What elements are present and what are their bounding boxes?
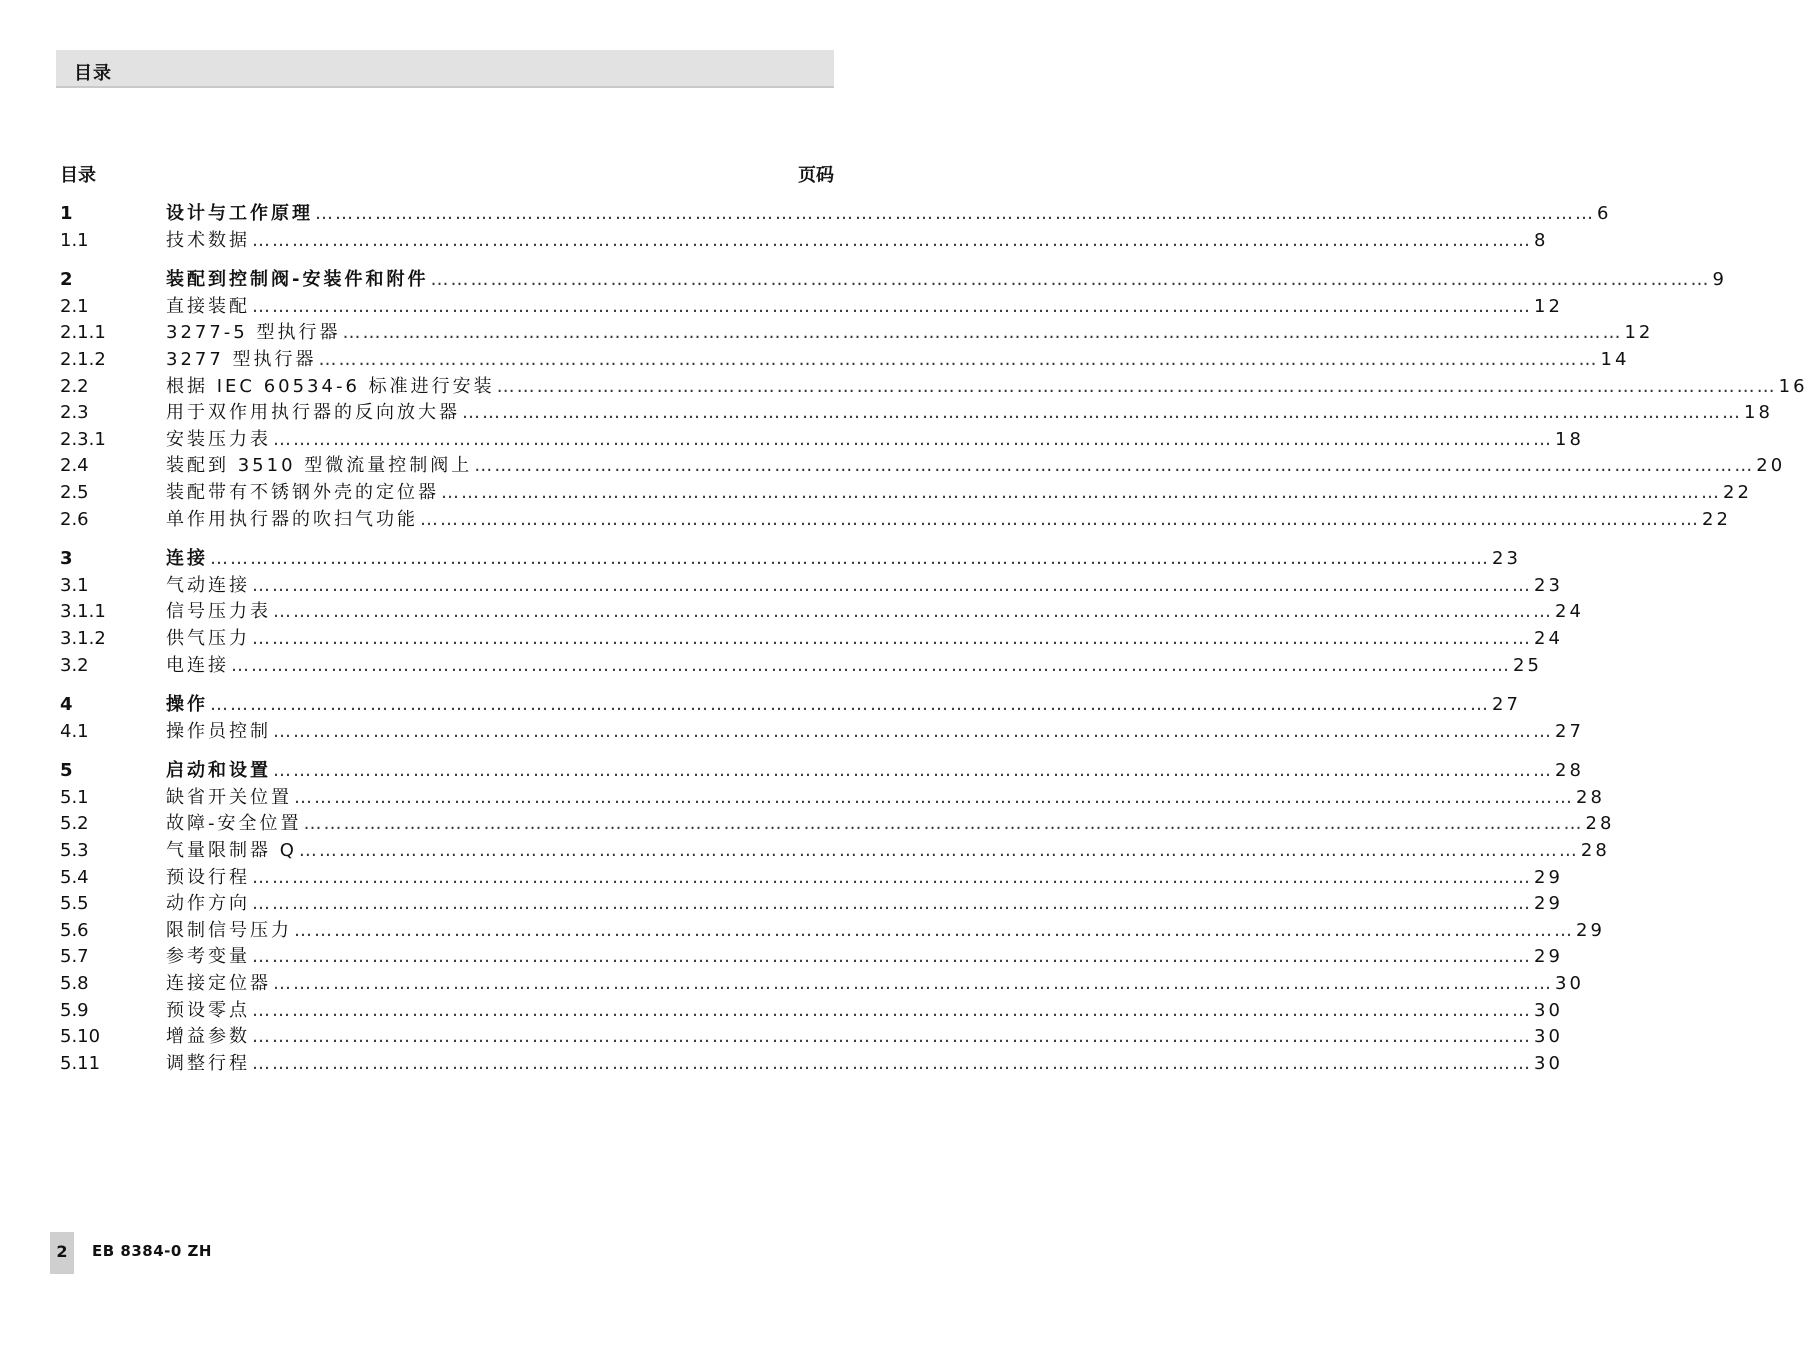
dot-leader: [231, 653, 1511, 680]
toc-entry: [166, 865, 1563, 892]
toc-section: [60, 758, 1615, 1077]
toc-entry-page: 30: [1555, 973, 1584, 995]
dot-leader: [252, 228, 1532, 255]
toc-entry-row: [60, 865, 1563, 892]
toc-entry-row: [60, 228, 1549, 255]
dot-leader: [474, 453, 1754, 480]
dot-leader: [273, 971, 1553, 998]
toc-entry-number: 3.1: [60, 574, 89, 596]
dot-leader: [252, 891, 1532, 918]
toc-entry-page: 12: [1624, 322, 1654, 344]
toc-entry-page: 29: [1576, 919, 1605, 941]
toc-entry-title: 缺省开关位置: [166, 786, 292, 808]
footer-document-id: EB 8384-0 ZH: [92, 1242, 212, 1260]
toc-entry-page: 28: [1555, 760, 1584, 782]
toc-entry-page: 29: [1534, 946, 1563, 968]
dot-leader: [210, 692, 1490, 719]
toc-entry-page: 22: [1702, 508, 1731, 530]
toc-entry-row: [60, 918, 1605, 945]
toc-chapter-row: [60, 692, 1521, 719]
toc-entry: [166, 427, 1584, 454]
dot-leader: [273, 719, 1553, 746]
toc-entry: [166, 1051, 1563, 1078]
footer-page-number: 2: [56, 1242, 68, 1261]
table-of-contents: [60, 201, 1808, 1090]
toc-entry: [166, 918, 1605, 945]
dot-leader: [420, 507, 1700, 534]
toc-entry: [166, 573, 1563, 600]
toc-entry-row: [60, 507, 1731, 534]
dot-leader: [315, 201, 1595, 228]
toc-entry-row: [60, 599, 1584, 626]
toc-entry-number: 5.11: [60, 1052, 101, 1074]
toc-entry-row: [60, 294, 1563, 321]
header-title: 目录: [74, 63, 112, 84]
toc-entry-number: 5.8: [60, 973, 89, 995]
toc-entry: [166, 374, 1808, 401]
toc-section: [60, 201, 1612, 254]
toc-entry-number: 1.1: [60, 229, 89, 251]
toc-entry-row: [60, 374, 1808, 401]
toc-entry-row: [60, 653, 1542, 680]
dot-leader: [462, 400, 1742, 427]
toc-entry-title: 设计与工作原理: [166, 203, 313, 224]
toc-entry-page: 18: [1555, 428, 1584, 450]
toc-entry-page: 28: [1585, 813, 1615, 835]
toc-entry-title: 调整行程: [166, 1052, 250, 1074]
toc-chapter-row: [60, 546, 1521, 573]
toc-entry: [166, 1024, 1563, 1051]
toc-entry-title: 预设行程: [166, 866, 250, 888]
toc-section: [60, 546, 1584, 679]
toc-entry-number: 5.9: [60, 999, 89, 1021]
dot-leader: [304, 811, 1584, 838]
toc-entry-page: 9: [1712, 269, 1727, 291]
toc-entry-number: 5: [60, 760, 73, 782]
toc-entry-title: 预设零点: [166, 999, 250, 1021]
toc-entry-title: 单作用执行器的吹扫气功能: [166, 508, 418, 530]
dot-leader: [252, 573, 1532, 600]
toc-entry-title: 限制信号压力: [166, 919, 292, 941]
toc-entry-page: 27: [1555, 720, 1584, 742]
toc-entry-title: 连接定位器: [166, 973, 271, 995]
dot-leader: [497, 374, 1777, 401]
toc-entry-row: [60, 891, 1563, 918]
toc-entry: [166, 507, 1731, 534]
page-column-heading: 页码: [798, 165, 834, 186]
toc-entry-number: 1: [60, 203, 73, 224]
toc-entry-title: 供气压力: [166, 627, 250, 649]
toc-entry: [166, 228, 1549, 255]
toc-entry-row: [60, 400, 1773, 427]
toc-entry-title: 连接: [166, 548, 208, 570]
toc-entry: [166, 811, 1615, 838]
toc-entry-title: 参考变量: [166, 946, 250, 968]
toc-entry-title: 技术数据: [166, 229, 250, 251]
toc-entry-number: 5.7: [60, 946, 89, 968]
toc-entry: [166, 453, 1786, 480]
toc-entry-number: 2.1.2: [60, 348, 106, 370]
toc-entry-title: 动作方向: [166, 893, 250, 915]
toc-entry-row: [60, 320, 1654, 347]
toc-entry-page: 8: [1534, 229, 1549, 251]
toc-entry-number: 2.3: [60, 402, 89, 424]
toc-entry-page: 24: [1534, 627, 1563, 649]
toc-chapter-row: [60, 267, 1727, 294]
dot-leader: [441, 480, 1721, 507]
dot-leader: [342, 320, 1622, 347]
toc-entry-page: 16: [1778, 375, 1808, 397]
toc-entry: [166, 320, 1654, 347]
toc-entry: [166, 599, 1584, 626]
toc-entry-title: 电连接: [166, 654, 229, 676]
toc-entry-number: 5.10: [60, 1026, 101, 1048]
toc-entry-row: [60, 971, 1584, 998]
toc-entry-number: 3.2: [60, 654, 89, 676]
dot-leader: [252, 626, 1532, 653]
toc-entry-page: 30: [1534, 999, 1563, 1021]
toc-entry-title: 信号压力表: [166, 601, 271, 623]
toc-entry: [166, 294, 1563, 321]
toc-entry: [166, 480, 1752, 507]
toc-entry-number: 5.4: [60, 866, 89, 888]
toc-entry-number: 4: [60, 694, 73, 716]
toc-entry: [166, 838, 1610, 865]
toc-entry-number: 5.2: [60, 813, 89, 835]
toc-entry-title: 3277 型执行器: [166, 348, 317, 370]
dot-leader: [294, 918, 1574, 945]
toc-entry-page: 20: [1756, 455, 1786, 477]
toc-entry-row: [60, 453, 1786, 480]
toc-chapter-row: [60, 201, 1612, 228]
toc-entry-number: 2: [60, 269, 73, 291]
dot-leader: [273, 427, 1553, 454]
toc-entry-title: 操作: [166, 694, 208, 716]
toc-entry: [166, 971, 1584, 998]
toc-entry-number: 4.1: [60, 720, 89, 742]
toc-entry: [166, 891, 1563, 918]
dot-leader: [252, 865, 1532, 892]
toc-entry: [166, 400, 1773, 427]
toc-entry-title: 用于双作用执行器的反向放大器: [166, 402, 460, 424]
toc-entry-title: 安装压力表: [166, 428, 271, 450]
toc-entry-title: 装配到控制阀-安装件和附件: [166, 269, 429, 291]
dot-leader: [252, 944, 1532, 971]
toc-entry-number: 3.1.2: [60, 627, 106, 649]
toc-heading: 目录: [60, 165, 96, 186]
toc-entry-page: 25: [1513, 654, 1542, 676]
dot-leader: [273, 599, 1553, 626]
toc-entry-title: 装配带有不锈钢外壳的定位器: [166, 481, 439, 503]
toc-entry-title: 装配到 3510 型微流量控制阀上: [166, 455, 473, 477]
toc-entry-page: 23: [1534, 574, 1563, 596]
toc-entry-number: 2.3.1: [60, 428, 106, 450]
toc-entry: [166, 719, 1584, 746]
toc-entry-number: 2.1: [60, 295, 89, 317]
dot-leader: [252, 1051, 1532, 1078]
dot-leader: [252, 998, 1532, 1025]
toc-entry-number: 5.6: [60, 919, 89, 941]
toc-entry: [166, 347, 1630, 374]
toc-entry-title: 故障-安全位置: [166, 813, 302, 835]
toc-entry-title: 气动连接: [166, 574, 250, 596]
toc-entry-row: [60, 347, 1630, 374]
toc-entry-page: 14: [1600, 348, 1630, 370]
dot-leader: [273, 758, 1553, 785]
toc-entry: [166, 692, 1521, 719]
toc-entry-row: [60, 573, 1563, 600]
dot-leader: [430, 267, 1710, 294]
toc-entry-title: 启动和设置: [166, 760, 271, 782]
toc-entry-number: 2.1.1: [60, 322, 106, 344]
dot-leader: [252, 1024, 1532, 1051]
toc-entry: [166, 201, 1612, 228]
toc-entry-title: 3277-5 型执行器: [166, 322, 341, 344]
toc-entry-title: 气量限制器 Q: [166, 840, 297, 862]
toc-entry-number: 5.1: [60, 786, 89, 808]
toc-entry: [166, 998, 1563, 1025]
toc-entry-number: 2.5: [60, 481, 89, 503]
toc-chapter-row: [60, 758, 1584, 785]
toc-entry-row: [60, 1051, 1563, 1078]
toc-entry-page: 29: [1534, 893, 1563, 915]
toc-entry: [166, 785, 1605, 812]
toc-entry-number: 2.2: [60, 375, 89, 397]
toc-entry-page: 28: [1580, 840, 1610, 862]
toc-entry-page: 27: [1492, 694, 1521, 716]
dot-leader: [210, 546, 1490, 573]
toc-entry-row: [60, 1024, 1563, 1051]
toc-entry-page: 30: [1534, 1052, 1563, 1074]
toc-entry-number: 5.5: [60, 893, 89, 915]
toc-entry-page: 6: [1597, 203, 1612, 224]
toc-entry: [166, 626, 1563, 653]
toc-column-headings: [60, 161, 834, 187]
toc-entry-row: [60, 626, 1563, 653]
footer-page-tab: [50, 1232, 74, 1274]
toc-entry-page: 29: [1534, 866, 1563, 888]
toc-entry-number: 3: [60, 548, 73, 570]
toc-entry-page: 18: [1744, 402, 1773, 424]
toc-entry-row: [60, 944, 1563, 971]
toc-entry-page: 30: [1534, 1026, 1563, 1048]
toc-entry-number: 2.6: [60, 508, 89, 530]
toc-entry-page: 24: [1555, 601, 1584, 623]
toc-entry: [166, 267, 1727, 294]
toc-entry-row: [60, 719, 1584, 746]
dot-leader: [294, 785, 1574, 812]
toc-entry-row: [60, 838, 1610, 865]
toc-section: [60, 692, 1584, 745]
toc-entry-row: [60, 785, 1605, 812]
toc-section: [60, 267, 1808, 533]
toc-entry-number: 5.3: [60, 840, 89, 862]
toc-entry: [166, 944, 1563, 971]
toc-entry-row: [60, 811, 1615, 838]
toc-entry: [166, 758, 1584, 785]
toc-entry-row: [60, 998, 1563, 1025]
toc-entry-title: 根据 IEC 60534-6 标准进行安装: [166, 375, 495, 397]
toc-entry-title: 直接装配: [166, 295, 250, 317]
header-bar: [56, 50, 834, 88]
dot-leader: [252, 294, 1532, 321]
toc-entry: [166, 653, 1542, 680]
dot-leader: [299, 838, 1579, 865]
toc-entry-page: 12: [1534, 295, 1563, 317]
toc-entry-page: 23: [1492, 548, 1521, 570]
toc-entry-title: 增益参数: [166, 1026, 250, 1048]
toc-entry-page: 22: [1723, 481, 1752, 503]
toc-entry-row: [60, 480, 1752, 507]
toc-entry: [166, 546, 1521, 573]
toc-entry-number: 3.1.1: [60, 601, 106, 623]
toc-entry-number: 2.4: [60, 455, 89, 477]
dot-leader: [319, 347, 1599, 374]
toc-entry-row: [60, 427, 1584, 454]
toc-entry-page: 28: [1576, 786, 1605, 808]
toc-entry-title: 操作员控制: [166, 720, 271, 742]
